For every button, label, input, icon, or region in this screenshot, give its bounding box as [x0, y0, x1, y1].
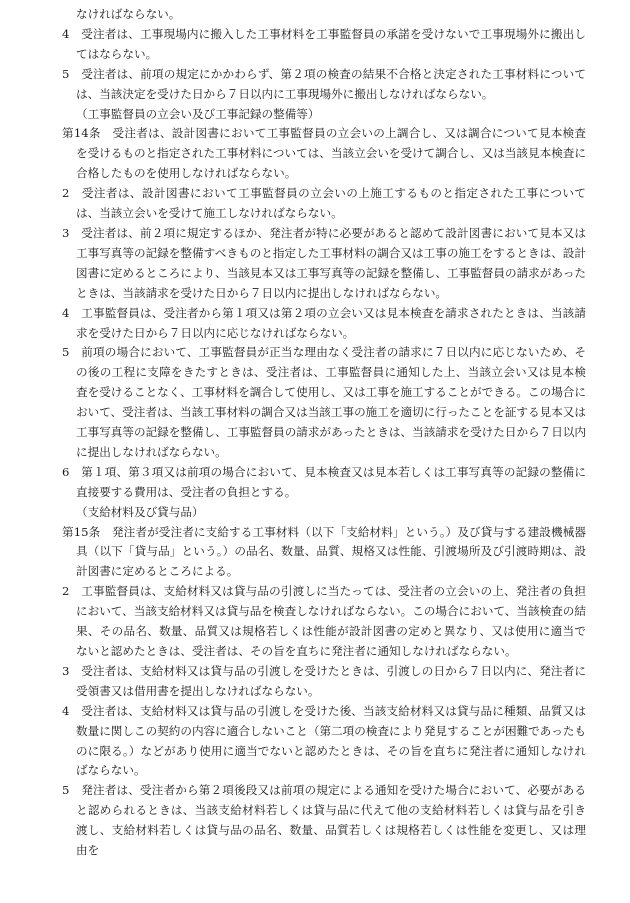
article-14-paragraph-4: 4 工事監督員は、受注者から第１項又は第２項の立会い又は見本検査を請求されたときは、当該請求を受けた日から７日以内に応じなければならない。 — [62, 305, 586, 340]
paragraph-continuation: なければならない。 — [76, 7, 181, 21]
paragraph-13-4: 4 受注者は、工事現場内に搬入した工事材料を工事監督員の承諾を受けないで工事現場外に搬出してはならない。 — [62, 26, 586, 61]
article-15-heading: （支給材料及び貸与品） — [76, 504, 204, 519]
article-15-paragraph-1: 第15条 発注者が受注者に支給する工事材料（以下「支給材料」という。）及び貸与する建設機械器具（以下「貸与品」という。）の品名、数量、品質、規格又は性能、引渡場所及び引渡時期は、設計図書に定めるところによる。 — [62, 524, 586, 579]
article-14-heading: （工事監督員の立会い及び工事記録の整備等） — [76, 106, 320, 121]
article-15-paragraph-3: 3 受注者は、支給材料又は貸与品の引渡しを受けたときは、引渡しの日から７日以内に、発注者に受領書又は借用書を提出しなければならない。 — [62, 663, 586, 698]
article-14-paragraph-6: 6 第１項、第３項又は前項の場合において、見本検査又は見本若しくは工事写真等の記録の整備に直接要する費用は、受注者の負担とする。 — [62, 464, 586, 499]
article-15-paragraph-5: 5 発注者は、受注者から第２項後段又は前項の規定による通知を受けた場合において、必要があると認められるときは、当該支給材料若しくは貸与品に代えて他の支給材料若しくは貸与品を引き渡し、支給材料若しくは貸与品の品名、数量、品質若しくは規格若しくは性能を変更し、又は理由を — [62, 783, 586, 858]
paragraph-13-5: 5 受注者は、前項の規定にかかわらず、第２項の検査の結果不合格と決定された工事材料については、当該決定を受けた日から７日以内に工事現場外に搬出しなければならない。 — [62, 66, 586, 101]
article-14-paragraph-1: 第14条 受注者は、設計図書において工事監督員の立会いの上調合し、又は調合について見本検査を受けるものと指定された工事材料については、当該立会いを受けて調合し、又は当該見本検査に合格したものを使用しなければならない。 — [62, 126, 586, 181]
article-15-paragraph-2: 2 工事監督員は、支給材料又は貸与品の引渡しに当たっては、受注者の立会いの上、発注者の負担において、当該支給材料又は貸与品を検査しなければならない。この場合において、当該検査の結果、その品名、数量、品質又は規格若しくは性能が設計図書の定めと異なり、又は使用に適当でないと認めたときは、受注者は、その旨を直ちに発注者に通知しなければならない。 — [62, 584, 586, 658]
article-14-paragraph-2: 2 受注者は、設計図書において工事監督員の立会いの上施工するものと指定された工事については、当該立会いを受けて施工しなければならない。 — [62, 186, 586, 221]
article-15-paragraph-4: 4 受注者は、支給材料又は貸与品の引渡しを受けた後、当該支給材料又は貸与品に種類、品質又は数量に関しこの契約の内容に適合しないこと（第二項の検査により発見することが困難であったものに限る。）などがあり使用に適当でないと認めたときは、その旨を直ちに発注者に通知しなければならない。 — [62, 703, 587, 778]
article-14-paragraph-5: 5 前項の場合において、工事監督員が正当な理由なく受注者の請求に７日以内に応じないため、その後の工程に支障をきたすときは、受注者は、工事監督員に通知した上、当該立会い又は見本検査を受けることなく、工事材料を調合して使用し、又は工事を施工することができる。この場合において、受注者は、当該工事材料の調合又は当該工事の施工を適切に行ったことを証する見本又は工事写真等の記録を整備し、工事監督員の請求があったときは、当該請求を受けた日から７日以内に提出しなければならない。 — [62, 345, 587, 459]
article-14-paragraph-3: 3 受注者は、前２項に規定するほか、発注者が特に必要があると認めて設計図書において見本又は工事写真等の記録を整備すべきものと指定した工事材料の調合又は工事の施工をするときは、設計図書に定めるところにより、当該見本又は工事写真等の記録を整備し、工事監督員の請求があったときは、当該請求を受けた日から７日以内に提出しなければならない。 — [62, 225, 587, 300]
